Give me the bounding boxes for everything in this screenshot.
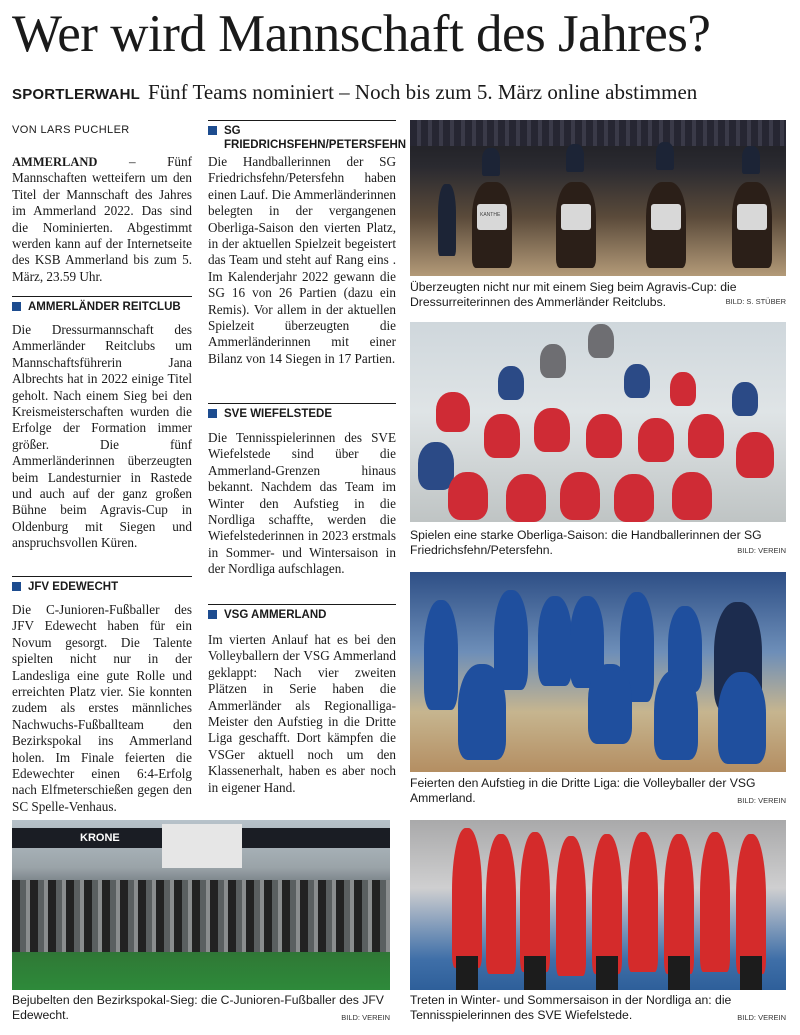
saddle-blanket xyxy=(651,204,681,230)
rider xyxy=(566,144,584,172)
player xyxy=(736,432,774,478)
banner-text: KRONE xyxy=(80,832,120,844)
handball-photo xyxy=(410,322,786,522)
player xyxy=(592,834,622,974)
rider xyxy=(482,148,500,176)
player xyxy=(418,442,454,490)
player xyxy=(452,828,482,968)
dateline: AMMERLAND xyxy=(12,155,98,169)
section-text-friedrichsfehn: Die Handballerinnen der SG Friedrichsfehn/Petersfehn haben einen Lauf. Die Ammerländerinnen belegten in der vergangenen Oberliga-Saison den vierten Platz, in der aktuellen Spielzeit begeistert das Team und steht auf Rang eins . Im Kalenderjahr 2022 gewann die SG 16 von 26 Partien (dazu ein Remis). Vor allem in der aktuellen Spielzeit überzeugten die Ammerländerinnen mit einer Bilanz von 14 Siegen in 17 Partien. xyxy=(208,154,396,366)
headline: Wer wird Mannschaft des Jahres? xyxy=(12,5,711,63)
kicker: SPORTLERWAHL xyxy=(12,86,140,103)
club-banner xyxy=(162,824,242,868)
legs xyxy=(740,956,762,990)
section-text-reitclub: Die Dressurmannschaft des Ammerländer Reitclubs um Mannschaftsführerin Jana Albrechts hat in 2022 einige Titel geholt. Nach einem Sieg bei den Kreismeisterschaften wurden die Erfolge der Formation immer größer. Die fünf Ammerländerinnen überzeugten beim Landesturnier in Rastede und auch auf der ganz großen Bühne beim Agravis-Cup in Oldenburg mit Siegen und anspruchsvollen Küren. xyxy=(12,322,192,551)
handball-caption: Spielen eine starke Oberliga-Saison: die Handballerinnen der SG Friedrichsfehn/Petersfehn. xyxy=(410,528,762,557)
section-rule xyxy=(208,120,396,121)
dressage-photo xyxy=(410,120,786,276)
intro-paragraph xyxy=(12,154,192,285)
player xyxy=(588,324,614,358)
player xyxy=(540,344,566,378)
player xyxy=(672,472,712,520)
section-rule xyxy=(12,296,192,297)
section-heading-edewecht: JFV EDEWECHT xyxy=(12,580,192,594)
player xyxy=(736,834,766,974)
tennis-caption: Treten in Winter- und Sommersaison in der Nordliga an: die Tennisspielerinnen des SVE Wiefelstede. xyxy=(410,993,732,1022)
section-heading-reitclub: AMMERLÄNDER REITCLUB xyxy=(12,300,192,314)
tribune xyxy=(410,120,786,146)
legs xyxy=(524,956,546,990)
player xyxy=(538,596,572,686)
rider xyxy=(656,142,674,170)
player xyxy=(628,832,658,972)
subline xyxy=(12,80,792,105)
player xyxy=(436,392,470,432)
saddle-blanket xyxy=(737,204,767,230)
football-credit: BILD: VEREIN xyxy=(341,1013,390,1022)
legs xyxy=(668,956,690,990)
volleyball-caption: Feierten den Aufstieg in die Dritte Liga: die Volleyballer der VSG Ammerland. xyxy=(410,776,756,805)
rider xyxy=(438,184,456,256)
blanket-text: KANTHE xyxy=(480,212,501,218)
byline: VON LARS PUCHLER xyxy=(12,124,130,136)
player xyxy=(448,472,488,520)
section-text-wiefelstede: Die Tennisspielerinnen des SVE Wiefelstede sind über die Ammerland-Grenzen hinaus bekannt. Nachdem das Team im Winter den Aufstieg in die Nordliga schaffte, werden die Wiefelstederinnen in 2023 erstmals in Sommer- und Wintersaison in der Nordliga aufschlagen. xyxy=(208,430,396,577)
saddle-blanket xyxy=(561,204,591,230)
deck: Fünf Teams nominiert – Noch bis zum 5. März online abstimmen xyxy=(147,80,698,104)
player xyxy=(624,364,650,398)
player xyxy=(484,414,520,458)
section-rule xyxy=(208,403,396,404)
player xyxy=(560,472,600,520)
section-heading-vsg: VSG AMMERLAND xyxy=(208,608,396,622)
tennis-photo xyxy=(410,820,786,990)
player xyxy=(700,832,730,972)
player xyxy=(638,418,674,462)
football-photo xyxy=(12,820,390,990)
player xyxy=(664,834,694,974)
player xyxy=(586,414,622,458)
player xyxy=(588,664,632,744)
section-rule xyxy=(12,576,192,577)
player xyxy=(670,372,696,406)
legs xyxy=(456,956,478,990)
section-heading-wiefelstede: SVE WIEFELSTEDE xyxy=(208,407,396,421)
section-text-edewecht: Die C-Junioren-Fußballer des JFV Edewecht haben für ein Novum gesorgt. Die Talente spielten nicht nur in der Landesliga eine gute Rolle und erreichten Platz vier. Sie konnten zudem als erstes männliches Nachwuchs-Fußballteam den Bezirkspokal ins Ammerland holen. Im Finale feierten die Edewechter einen 6:4-Erfolg nach Elfmeterschießen gegen den SC Spelle-Venhaus. xyxy=(12,602,192,814)
player xyxy=(520,832,550,972)
section-heading-friedrichsfehn: SG FRIEDRICHSFEHN/PETERSFEHN xyxy=(208,124,396,152)
player xyxy=(718,672,766,764)
dressage-caption: Überzeugten nicht nur mit einem Sieg beim Agravis-Cup: die Dressurreiterinnen des Ammerländer Reitclubs. xyxy=(410,280,737,309)
volleyball-photo xyxy=(410,572,786,772)
dressage-credit: BILD: S. STÜBER xyxy=(725,297,786,306)
player xyxy=(424,600,458,710)
team-group xyxy=(12,880,390,952)
football-caption: Bejubelten den Bezirkspokal-Sieg: die C-Junioren-Fußballer des JFV Edewecht. xyxy=(12,993,384,1022)
legs xyxy=(596,956,618,990)
player xyxy=(614,474,654,522)
player xyxy=(486,834,516,974)
section-rule xyxy=(208,604,396,605)
player xyxy=(534,408,570,452)
player xyxy=(688,414,724,458)
tennis-credit: BILD: VEREIN xyxy=(737,1013,786,1022)
player xyxy=(458,664,506,760)
rider xyxy=(742,146,760,174)
player xyxy=(654,670,698,760)
section-text-vsg: Im vierten Anlauf hat es bei den Volleyballern der VSG Ammerland geklappt: Nach vier zweiten Plätzen in Serie haben die Ammerländer als Regionalliga-Meister den Aufstieg in die Dritte Liga geschafft. Dort kämpfen die VSGer aktuell noch um den Klassenerhalt, haben es aber noch in eigener Hand. xyxy=(208,632,396,795)
volleyball-credit: BILD: VEREIN xyxy=(737,796,786,805)
player xyxy=(498,366,524,400)
player xyxy=(506,474,546,522)
player xyxy=(556,836,586,976)
handball-credit: BILD: VEREIN xyxy=(737,546,786,555)
player xyxy=(732,382,758,416)
intro-text: – Fünf Mannschaften wetteifern um den Titel der Mannschaft des Jahres im Ammerland 2022. Das sind die Nominierten. Abgestimmt werden kann auf der Internetseite des KSB Ammerland bis zum 5. März, 23.59 Uhr. xyxy=(12,154,192,284)
